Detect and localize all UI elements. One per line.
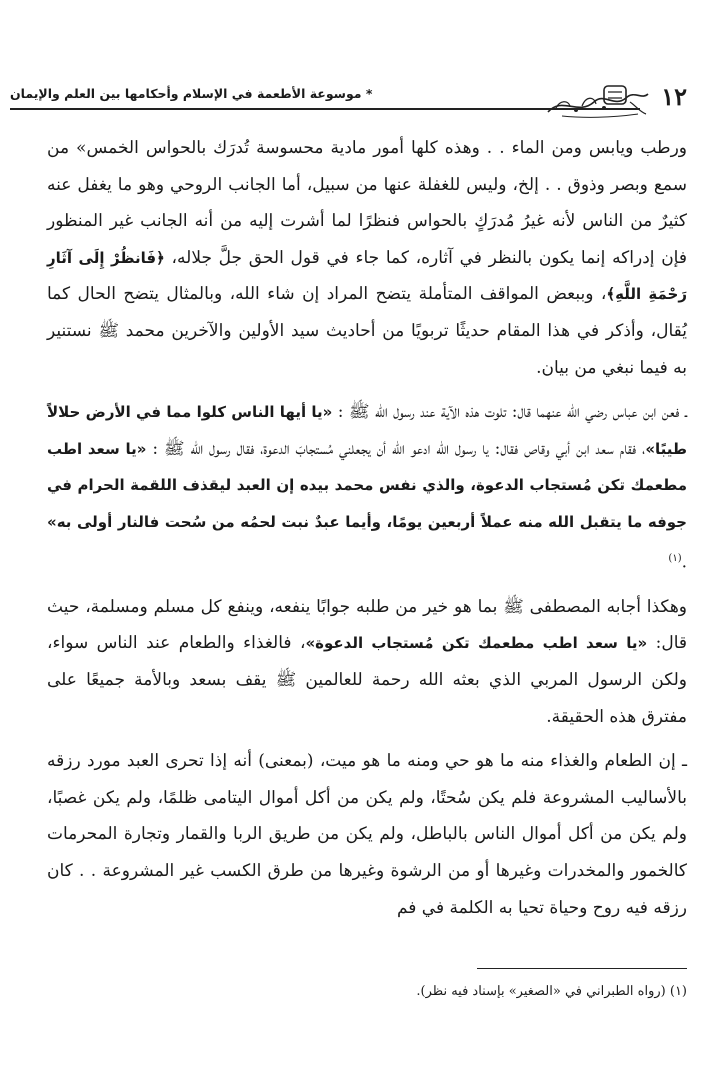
page-number: ١٢ xyxy=(661,82,687,111)
body-text xyxy=(47,130,687,926)
footnote: (١) (رواه الطبراني في «الصغير» بإسناد فيه نظر). xyxy=(416,984,687,999)
footnote-divider xyxy=(477,968,687,969)
header-rule xyxy=(10,108,640,110)
quoted-text: ﴿فَانظُرْ إِلَى آثَارِ رَحْمَةِ اللَّهِ﴾ xyxy=(47,248,687,304)
paragraph-text: ، وببعض المواقف المتأملة يتضح المراد إن شاء الله، وبالمثال يتضح الحال كما يُقال، وأذكر في هذا المقام حديثًا تربويًا من أحاديث سيد الأولين والآخرين محمد ﷺ نستنير به فيما نبغي من بيان. xyxy=(47,284,687,378)
paragraph-text: ـ فعن ابن عباس رضي الله عنهما قال: تلوت هذه الآية عند رسول الله ﷺ : xyxy=(332,402,687,423)
paragraph-text: . xyxy=(681,552,687,573)
paragraph xyxy=(47,589,687,735)
paragraph-text: وهكذا أجابه المصطفى ﷺ بما هو خير من طلبه جوابًا ينفعه، وينفع كل مسلم ومسلمة، حيث قال: xyxy=(47,596,687,654)
paragraph-text: ورطب ويابس ومن الماء . . وهذه كلها أمور مادية محسوسة تُدرَك بالحواس الخمس» من سمع وبصر وذوق . . إلخ، وليس للغفلة عنها من سبيل، أما الجانب الروحي وهو ما يغفل عنه كثيرٌ من الناس لأنه غيرُ مُدرَكٍ بالحواس فنظرًا لما أشرت إليه من أنه الجانب غير المنظور فإن إدراكه إنما يكون بالنظر في آثاره، كما جاء في قول الحق جلَّ جلاله، xyxy=(47,138,687,268)
paragraph xyxy=(47,130,687,386)
quoted-text: «يا سعد اطب مطعمك تكن مُستجاب الدعوة» xyxy=(305,634,648,653)
quoted-text: «يا سعد اطب مطعمك تكن مُستجاب الدعوة، والذي نفس محمد بيده إن العبد ليقذف اللقمة الحرام في جوفه ما يتقبل الله منه عملاً أربعين يومًا، وأيما عبدٌ نبت لحمُه من سُحت فالنار أولى به» xyxy=(47,439,687,531)
paragraph-text: ، فقام سعد ابن أبي وقاص فقال: يا رسول الله ادعو الله أن يجعلني مُستجابَ الدعوة، فقال رسول الله ﷺ : xyxy=(146,438,646,459)
running-header xyxy=(10,82,640,112)
footnote-reference: (١) xyxy=(668,552,682,564)
quoted-text: «يا أيها الناس كلوا مما في الأرض حلالاً طيبًا» xyxy=(47,403,688,458)
paragraph xyxy=(47,394,687,581)
paragraph-text: ، فالغذاء والطعام عند الناس سواء، ولكن الرسول المربي الذي بعثه الله رحمة للعالمين ﷺ يقف بسعد وبالأمة جميعًا على مفترق هذه الحقيقة. xyxy=(47,633,687,727)
paragraph xyxy=(47,743,687,926)
paragraph-text: ـ إن الطعام والغذاء منه ما هو حي ومنه ما هو ميت، (بمعنى) أنه إذا تحرى العبد مورد رزقه بالأساليب المشروعة فلم يكن سُحتًا، ولم يكن من أكل أموال اليتامى ظلمًا، ولم يكن غصبًا، ولم يكن من أكل أموال الناس بالباطل، ولم يكن من طريق الربا والقمار وتجارة المحرمات كالخمور والمخدرات وغيرها أو من الرشوة وغيرها من طرق الكسب غير المشروعة . . كان رزقه فيه روح وحياة تحيا به الكلمة في فم xyxy=(47,751,687,918)
running-title: * موسوعة الأطعمة في الإسلام وأحكامها بين العلم والإيمان xyxy=(10,86,373,101)
